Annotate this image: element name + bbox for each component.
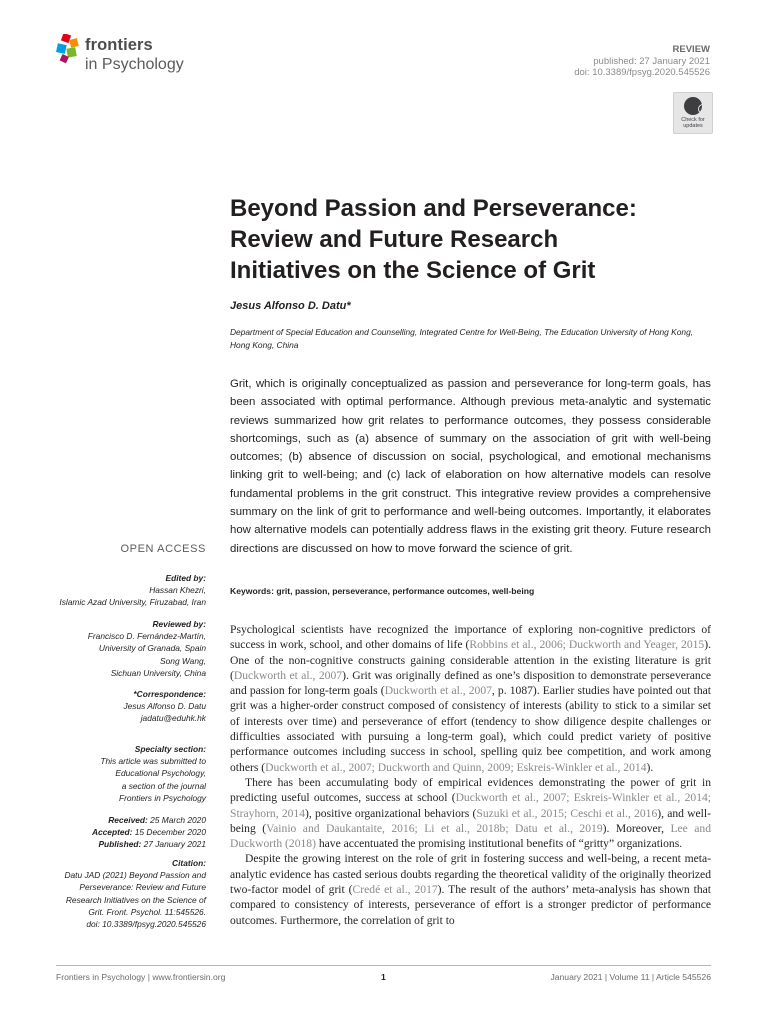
footer-journal[interactable]: Frontiers in Psychology | www.frontiersin.org <box>56 972 226 982</box>
specialty-section: Specialty section: This article was submitted to Educational Psychology, a section of the journal Frontiers in Psychology <box>100 744 206 803</box>
citation-link[interactable]: Robbins et al., 2006; Duckworth and Yeager, 2015 <box>469 638 705 652</box>
body-paragraph: Psychological scientists have recognized the importance of exploring non-cognitive predictors of success in work, school, and other domains of life (Robbins et al., 2006; Duckworth and Yeager, 2015). One of the non-cognitive constructs gaining considerable attention in the existing literature is grit (Duckworth et al., 2007). Grit was originally defined as one’s disposition to demonstrate perseverance and passion for long-term goals (Duckworth et al., 2007, p. 1087). Earlier studies have pointed out that grit was a higher-order construct composed of consistency of interests (ability to stick to a similar set of interests over time) and perseverance of effort (tendency to show diligence despite challenges or difficulties associated with pursuing a long-term goal), which could predict variety of positive performance outcomes including success in school, spelling quiz bee competition, and work among others (Duckworth et al., 2007; Duckworth and Quinn, 2009; Eskreis-Winkler et al., 2014). <box>230 623 711 774</box>
page-number: 1 <box>381 972 386 982</box>
body-paragraph: There has been accumulating body of empirical evidences demonstrating the power of grit in predicting useful outcomes, success at school (Duckworth et al., 2007; Eskreis-Winkler et al., 2014; Strayhorn, 2014), positive organizational behaviors (Suzuki et al., 2015; Ceschi et al., 2016), and well-being (Vainio and Daukantaite, 2016; Li et al., 2018b; Datu et al., 2019). Moreover, Lee and Duckworth (2018) have accentuated the promising institutional benefits of “gritty” organizations. <box>230 775 712 851</box>
article-doi[interactable]: doi: 10.3389/fpsyg.2020.545526 <box>574 67 710 78</box>
dates-section: Received: 25 March 2020 Accepted: 15 December 2020 Published: 27 January 2021 <box>91 815 206 850</box>
abstract: Grit, which is originally conceptualized as passion and perseverance for long-term goals, has been associated with optimal performance. Although previous meta-analytic and systematic reviews summarized how grit relates to performance outcomes, they possess considerable shortcomings, such as (a) absence of summary on the association of grit with well-being outcomes; (b) absence of discussion on social, psychological, and emotional mechanisms linking grit to well-being; and (c) lack of elaboration on how alternative models can resolve fundamental problems in the grit construct. This integrative review provides a comprehensive summary on the link of grit to performance and well-being outcomes. Importantly, it elaborates how alternative models can potentially address flaws in the existing grit theory. Future research directions are discussed on how to move forward the science of grit. <box>230 378 711 555</box>
open-access-label: OPEN ACCESS <box>120 543 206 555</box>
edited-by-section: Edited by: Hassan Khezri, Islamic Azad University, Firuzabad, Iran <box>59 573 206 608</box>
correspondence-email[interactable]: jadatu@eduhk.hk <box>140 713 206 724</box>
correspondence-section: *Correspondence: Jesus Alfonso D. Datu jadatu@eduhk.hk <box>36 688 206 725</box>
keywords: Keywords: grit, passion, perseverance, performance outcomes, well-being <box>230 586 535 596</box>
check-for-updates-badge[interactable] <box>673 92 713 134</box>
citation-link[interactable]: Credé et al., 2017 <box>352 883 438 897</box>
article-title: Beyond Passion and Perseverance: Review and Future Research Initiatives on the Science of Grit <box>230 195 637 284</box>
frontiers-logo-icon <box>56 34 82 64</box>
article-type: REVIEW <box>672 44 710 55</box>
article-meta <box>574 44 710 79</box>
citation-link[interactable]: Suzuki et al., 2015; Ceschi et al., 2016 <box>476 806 658 820</box>
citation-link[interactable]: Duckworth et al., 2007 <box>233 668 343 682</box>
author-name[interactable]: Jesus Alfonso D. Datu* <box>230 300 351 312</box>
article-body <box>230 622 711 928</box>
citation-link[interactable]: Lee and Duckworth (2018) <box>230 821 711 851</box>
brand-name: frontiers <box>85 36 153 54</box>
body-paragraph: Despite the growing interest on the role of grit in fostering success and well-being, a recent meta-analytic evidence has casted serious doubts regarding the theoretical validity of the originally theorized two-factor model of grit (Credé et al., 2017). The result of the authors’ meta-analysis has shown that compared to consistency of interests, perseverance of effort is a stronger predictor of performance outcomes. Furthermore, the correlation of grit to <box>230 852 711 927</box>
footer-divider <box>56 965 711 966</box>
published-date: published: 27 January 2021 <box>593 55 710 67</box>
citation-section: Citation: Datu JAD (2021) Beyond Passion and Perseverance: Review and Future Research Initiatives on the Science of Grit. Front. Psychol. 11:545526. doi: 10.3389/fpsyg.2020.545526 <box>64 858 206 930</box>
citation-link[interactable]: Vainio and Daukantaite, 2016; Li et al., 2018b; Datu et al., 2019 <box>266 821 603 835</box>
author-affiliation: Department of Special Education and Counselling, Integrated Centre for Well-Being, The Education University of Hong Kong, Hong Kong, China <box>230 327 694 350</box>
citation-link[interactable]: Duckworth et al., 2007; Eskreis-Winkler et al., 2014; Strayhorn, 2014 <box>230 791 712 820</box>
journal-logo[interactable] <box>56 32 216 80</box>
badge-label: Check for updates <box>681 117 705 129</box>
check-updates-icon <box>684 97 702 115</box>
journal-name: in Psychology <box>85 56 184 73</box>
citation-link[interactable]: Duckworth et al., 2007; Duckworth and Quinn, 2009; Eskreis-Winkler et al., 2014 <box>265 760 647 774</box>
reviewed-by-section: Reviewed by: Francisco D. Fernández-Martín, University of Granada, Spain Song Wang, Sichuan University, China <box>87 619 206 678</box>
citation-link[interactable]: Duckworth et al., 2007 <box>384 684 492 698</box>
footer-issue: January 2021 | Volume 11 | Article 545526 <box>550 972 711 982</box>
